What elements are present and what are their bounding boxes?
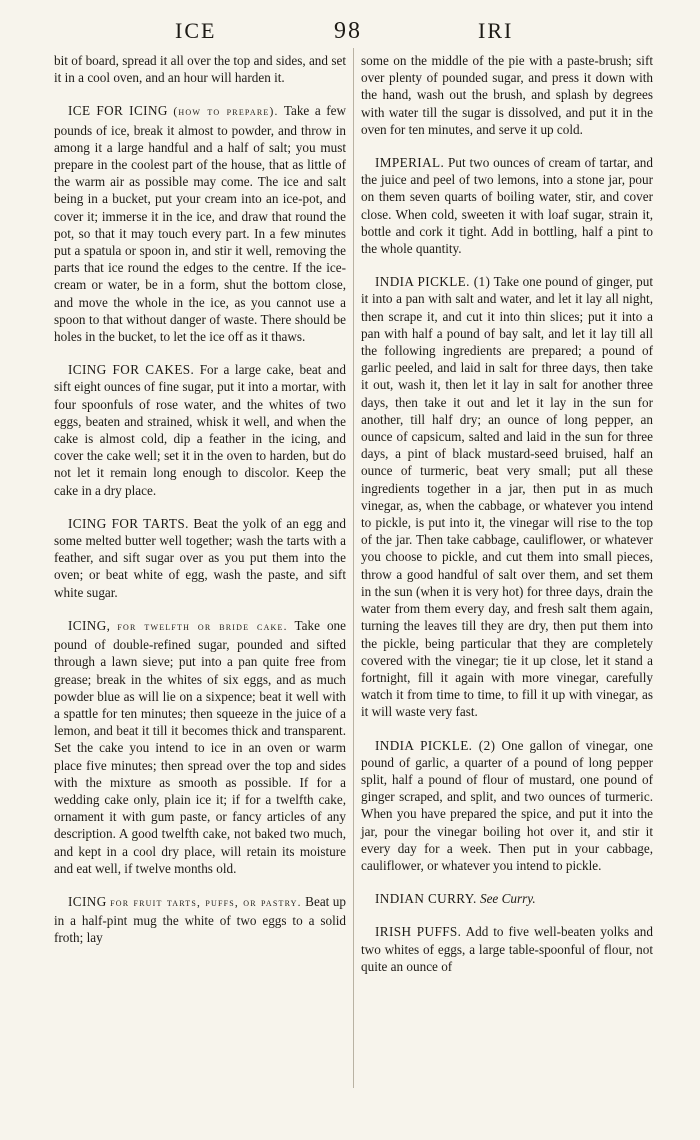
- recipe-subheading: (how to prepare).: [173, 106, 279, 119]
- recipe-heading: ICING,: [68, 617, 111, 633]
- left-column: [54, 52, 346, 963]
- recipe-body: Take one pound of ginger, put it into a pan with salt and water, and let it lay all night, then scrape it, and cut it into thin slices; put it into a pan with half a pound of bay salt, and let it lay till all the following ingredients are prepared; a pound of garlic peeled, and laid in salt for three days, then take it out, wash it, then let it lay in salt for another three days, then take it out and let it lay in the sun for another, till half dry; an ounce of long pepper, an ounce of capsicum, salted and laid in the sun for three days, a pint of black mustard-seed bruised, half an ounce of turmeric, beat very small; put all these ingredients together in a jar, then put in as much vinegar, as, when the cabbage, or whatever you intend to pickle, is put into it, the vinegar will rise to the top of the jar. Then take cabbage, cauliflower, or whatever you choose to pickle, and cut them into small pieces, throw a good handful of salt over them, and set them in the sun (when it is very hot) for three days, drain the water from them every day, and fresh salt them again, turning the leaves till they are dry, then put them into the pickle, being particular that they are completely covered with the vinegar; tie it up close, let it stand a fortnight, fill it again with more vinegar, carefully watch it from time to time, to fill it up with vinegar, as it will waste very fast.: [361, 274, 653, 720]
- header-right-word: IRI: [478, 18, 514, 43]
- recipe-heading: ICE FOR ICING: [68, 103, 168, 119]
- recipe-heading: INDIAN CURRY.: [375, 891, 477, 907]
- recipe-body: Add to five well-beaten yolks and two whites of eggs, a large table-spoonful of flour, not quite an ounce of: [361, 924, 653, 974]
- recipe-heading: IRISH PUFFS.: [375, 924, 462, 940]
- recipe-heading: ICING FOR CAKES.: [68, 362, 195, 378]
- recipe-entry-cont: [54, 52, 346, 86]
- page-number: 98: [334, 18, 362, 44]
- recipe-entry-icing-fruit-tarts: [54, 893, 346, 947]
- recipe-heading: ICING: [68, 893, 107, 909]
- recipe-subheading: for twelfth or bride cake.: [117, 620, 288, 633]
- recipe-heading: ICING FOR TARTS.: [68, 515, 189, 531]
- recipe-entry-irish-puffs: [361, 923, 653, 975]
- cross-reference: See Curry.: [479, 891, 536, 907]
- header-left-word: ICE: [175, 18, 217, 43]
- recipe-subheading: for fruit tarts, puffs, or pastry.: [110, 896, 302, 909]
- recipe-heading: INDIA PICKLE. (1): [375, 274, 491, 290]
- recipe-body: Take a few pounds of ice, break it almost to powder, and throw in among it a large handful and a half of salt; you must prepare in the coolest part of the house, that as little of the warm air as possible may come. The ice and salt being in a bucket, put your cream into an ice-pot, and cover it; immerse it in the ice, and draw that round the pot, so that it may touch every part. In a few minutes put a spatula or spoon in, and stir it well, removing the parts that ice round the edges to the centre. If the ice-cream or water, be in a form, shut the bottom close, and move the whole in the ice, as you cannot use a spoon to that without danger of waste. There should be holes in the bucket, to let the ice off as it thaws.: [54, 103, 346, 345]
- recipe-body: some on the middle of the pie with a paste-brush; sift over plenty of pounded sugar, and press it down with the hand, wash out the brush, and splash by degrees with water till the sugar is dissolved, and put it in the oven for ten minutes, and serve it up cold.: [361, 53, 653, 137]
- column-divider: [353, 48, 354, 1088]
- recipe-body: Take one pound of double-refined sugar, pounded and sifted through a lawn sieve; put into a pan quite free from grease; break in the whites of six eggs, and as much powder blue as will lie on a sixpence; beat it well with a spattle for ten minutes; then squeeze in the juice of a lemon, and beat it till it becomes thick and transparent. Set the cake you intend to ice in an oven or warm place five minutes; then spread over the top and sides with the mixture as smooth as possible. If for a wedding cake only, plain ice it; if for a twelfth cake, ornament it with gum paste, or fancy articles of any description. A good twelfth cake, not baked two much, and kept in a cool dry place, will retain its moisture and eat well, if twelve months old.: [54, 617, 346, 876]
- recipe-entry-icing-for-cakes: [54, 361, 346, 499]
- recipe-entry-imperial: [361, 154, 653, 257]
- recipe-body: Put two ounces of cream of tartar, and the juice and peel of two lemons, into a stone jar, pour on them seven quarts of boiling water, stir, and cover close. When cold, sweeten it with loaf sugar, strain it, bottle and cork it tight. Add in bottling, half a pint to the whole quantity.: [361, 155, 653, 257]
- recipe-entry-indian-curry: [361, 890, 653, 907]
- recipe-body: For a large cake, beat and sift eight ounces of fine sugar, put it into a mortar, with four spoonfuls of rose water, and the whites of two eggs, beaten and strained, whisk it well, and when the cake is almost cold, dip a feather in the icing, and cover the cake well; set it in the oven to harden, but do not let it remain long enough to discolor. Keep the cake in a dry place.: [54, 362, 346, 498]
- running-header: [0, 18, 700, 48]
- recipe-entry-ice-for-icing: [54, 102, 346, 345]
- recipe-body: bit of board, spread it all over the top and sides, and set it in a cool oven, and an hour will harden it.: [54, 53, 346, 86]
- recipe-entry-cont2: [361, 52, 653, 138]
- recipe-body: One gallon of vinegar, one pound of garlic, a quarter of a pound of long pepper split, half a pound of flour of mustard, one pound of ginger scraped, and split, and two ounces of turmeric. When you have prepared the spice, and put it into the jar, pour the vinegar boiling hot over it, and stir it every day for a week. Then put in your cabbage, cauliflower, or whatever you intend to pickle.: [361, 737, 653, 873]
- right-column: [361, 52, 653, 991]
- recipe-entry-india-pickle-1: [361, 273, 653, 720]
- recipe-heading: INDIA PICKLE. (2): [375, 737, 496, 753]
- recipe-heading: IMPERIAL.: [375, 155, 445, 171]
- recipe-entry-india-pickle-2: [361, 737, 653, 875]
- recipe-entry-icing-twelfth-cake: [54, 617, 346, 877]
- recipe-body: Beat the yolk of an egg and some melted butter well together; wash the tarts with a feather, and sift sugar over as you put them into the oven; or beat white of egg, wash the paste, and sift white sugar.: [54, 515, 346, 600]
- recipe-entry-icing-for-tarts: [54, 515, 346, 601]
- recipe-body: Beat up in a half-pint mug the white of two eggs to a solid froth; lay: [54, 893, 346, 946]
